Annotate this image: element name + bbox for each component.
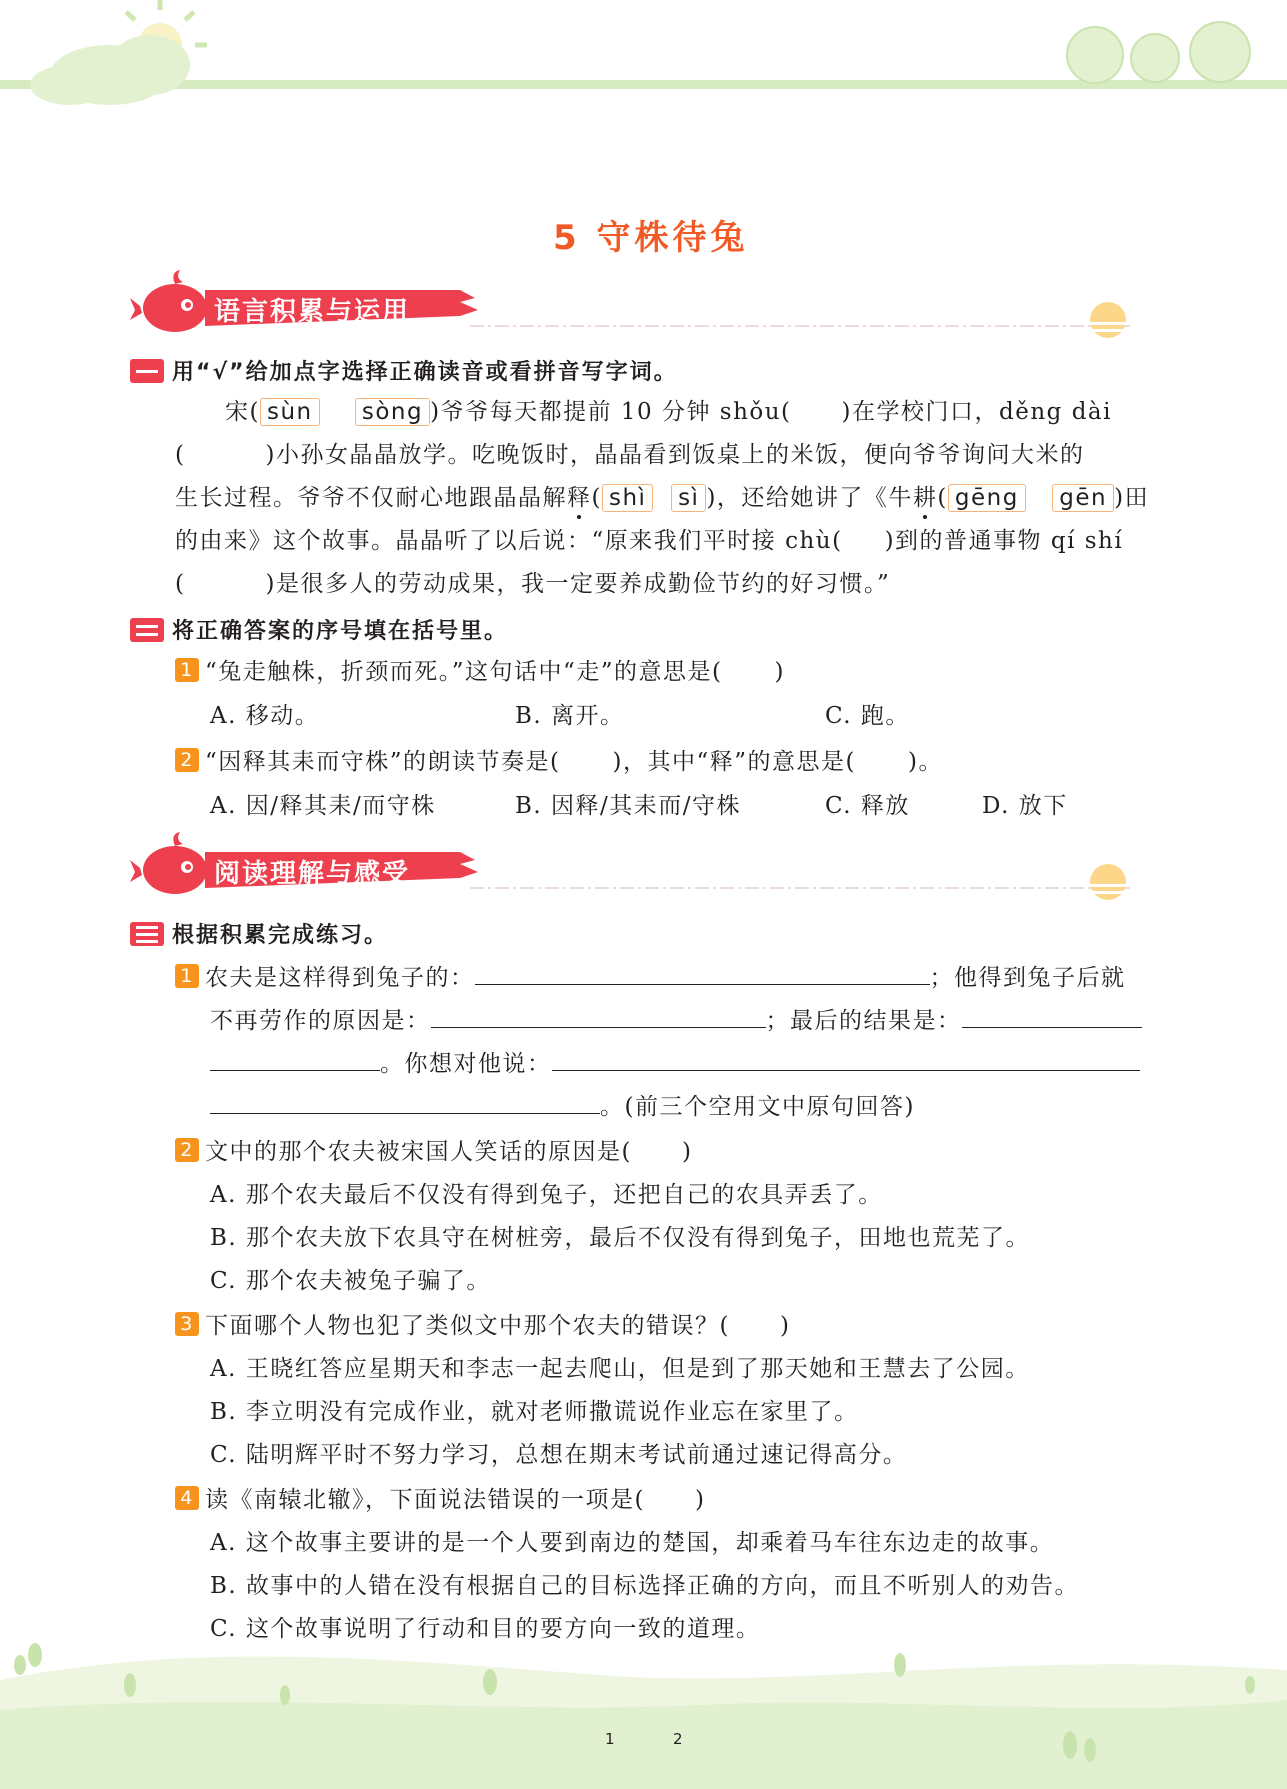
pinyin-option-gen[interactable]: gēn (1052, 484, 1114, 512)
answer-blank[interactable] (645, 1487, 695, 1507)
answer-line[interactable] (962, 1007, 1142, 1028)
part2-q1-opt-b: B. 离开。 (515, 703, 625, 729)
part3-q4: 4 读《南辕北辙》，下面说法错误的一项是( ) (175, 1484, 705, 1516)
section-title-2: 阅读理解与感受 (214, 859, 411, 889)
part2-heading: 将正确答案的序号填在括号里。 (172, 619, 509, 644)
part1-line5: ( )是很多人的劳动成果，我一定要养成勤俭节约的好习惯。” (175, 571, 891, 597)
part3-q1-line1: 1 农夫是这样得到兔子的： ；他得到兔子后就 (175, 962, 1126, 994)
part1-heading-row (130, 355, 678, 386)
part3-q2-opt-c: C. 那个农夫被兔子骗了。 (210, 1268, 491, 1294)
part3-badge (130, 922, 164, 946)
part2-q2-opt-a: A. 因/释其耒/而守株 (210, 793, 436, 819)
top-decoration (0, 0, 1287, 110)
part2-q2-opt-c: C. 释放 (825, 793, 910, 819)
part3-q3: 3 下面哪个人物也犯了类似文中那个农夫的错误？( ) (175, 1310, 790, 1342)
bottom-hills (0, 1620, 1287, 1789)
section-banner-1 (130, 268, 1140, 338)
part3-q4-opt-c: C. 这个故事说明了行动和目的要方向一致的道理。 (210, 1616, 761, 1642)
part2-q2-opt-d: D. 放下 (982, 793, 1068, 819)
part3-q1-line4: 。(前三个空用文中原句回答) (210, 1091, 915, 1123)
part2-heading-row (130, 614, 508, 645)
answer-line[interactable] (475, 964, 930, 985)
part1-heading: 用“√”给加点字选择正确读音或看拼音写字词。 (172, 360, 678, 385)
pinyin-option-song[interactable]: sòng (355, 398, 430, 426)
part3-heading-row (130, 918, 388, 949)
answer-blank[interactable] (723, 659, 775, 679)
part3-q2-opt-b: B. 那个农夫放下农具守在树桩旁，最后不仅没有得到兔子，田地也荒芜了。 (210, 1225, 1031, 1251)
part3-q3-opt-c: C. 陆明辉平时不努力学习，总想在期末考试前通过速记得高分。 (210, 1442, 908, 1468)
blank-dengdai[interactable] (185, 442, 265, 462)
answer-line[interactable] (210, 1050, 380, 1071)
part3-q3-opt-b: B. 李立明没有完成作业，就对老师撒谎说作业忘在家里了。 (210, 1399, 859, 1425)
answer-line[interactable] (210, 1093, 600, 1114)
part3-q4-opt-b: B. 故事中的人错在没有根据自己的目标选择正确的方向，而且不听别人的劝告。 (210, 1573, 1080, 1599)
part2-q1-opt-a: A. 移动。 (210, 703, 320, 729)
page-number-right: 2 (673, 1730, 683, 1748)
part1-line2: ( )小孙女晶晶放学。吃晚饭时，晶晶看到饭桌上的米饭，便向爷爷询问大米的 (175, 442, 1085, 468)
part1-line4: 的由来》这个故事。晶晶听了以后说：“原来我们平时接 chù( )到的普通事物 qí shí (175, 528, 1124, 554)
answer-line[interactable] (552, 1050, 1140, 1071)
animal-faces (1067, 22, 1250, 83)
part3-q3-opt-a: A. 王晓红答应星期天和李志一起去爬山，但是到了那天她和王慧去了公园。 (210, 1356, 1030, 1382)
blank-shou[interactable] (792, 399, 842, 419)
blank-chu[interactable] (843, 528, 885, 548)
pinyin-option-si[interactable]: sì (671, 484, 706, 512)
part2-q2-opt-b: B. 因释/其耒而/守株 (515, 793, 742, 819)
part3-q2: 2 文中的那个农夫被宋国人笑话的原因是( ) (175, 1136, 692, 1168)
page-number-left: 1 (605, 1730, 615, 1748)
section-banner-2 (130, 830, 1140, 900)
part1-line3: 生长过程。爷爷不仅耐心地跟晶晶解释( shì sì )，还给她讲了《牛耕( gēng gēn )田 (175, 485, 1150, 511)
answer-blank[interactable] (730, 1313, 780, 1333)
pinyin-option-sun[interactable]: sùn (260, 398, 320, 426)
blank-qishi[interactable] (185, 571, 265, 591)
part3-q4-opt-a: A. 这个故事主要讲的是一个人要到南边的楚国，却乘着马车往东边走的故事。 (210, 1530, 1055, 1556)
answer-line[interactable] (431, 1007, 766, 1028)
part3-q1-line2: 不再劳作的原因是： ；最后的结果是： (210, 1005, 1142, 1037)
section-title-1: 语言积累与运用 (214, 297, 411, 327)
part1-line1: 宋( sùn sòng )爷爷每天都提前 10 分钟 shǒu( )在学校门口，děng dài (225, 399, 1112, 425)
part1-badge (130, 359, 164, 383)
part3-heading: 根据积累完成练习。 (172, 923, 389, 948)
part2-q2: 2 “因释其耒而守株”的朗读节奏是( )，其中“释”的意思是( )。 (175, 746, 943, 778)
pinyin-option-shi[interactable]: shì (602, 484, 653, 512)
part2-badge (130, 618, 164, 642)
answer-blank[interactable] (632, 1139, 682, 1159)
part2-q1: 1 “兔走触株，折颈而死。”这句话中“走”的意思是( ) (175, 656, 785, 688)
answer-blank[interactable] (561, 749, 613, 769)
part3-q1-line3: 。你想对他说： (210, 1048, 1140, 1080)
answer-blank[interactable] (856, 749, 908, 769)
pinyin-option-geng[interactable]: gēng (948, 484, 1026, 512)
part3-q2-opt-a: A. 那个农夫最后不仅没有得到兔子，还把自己的农具弄丢了。 (210, 1182, 883, 1208)
page-title: 5 守株待兔 (553, 218, 749, 258)
part2-q1-opt-c: C. 跑。 (825, 703, 910, 729)
